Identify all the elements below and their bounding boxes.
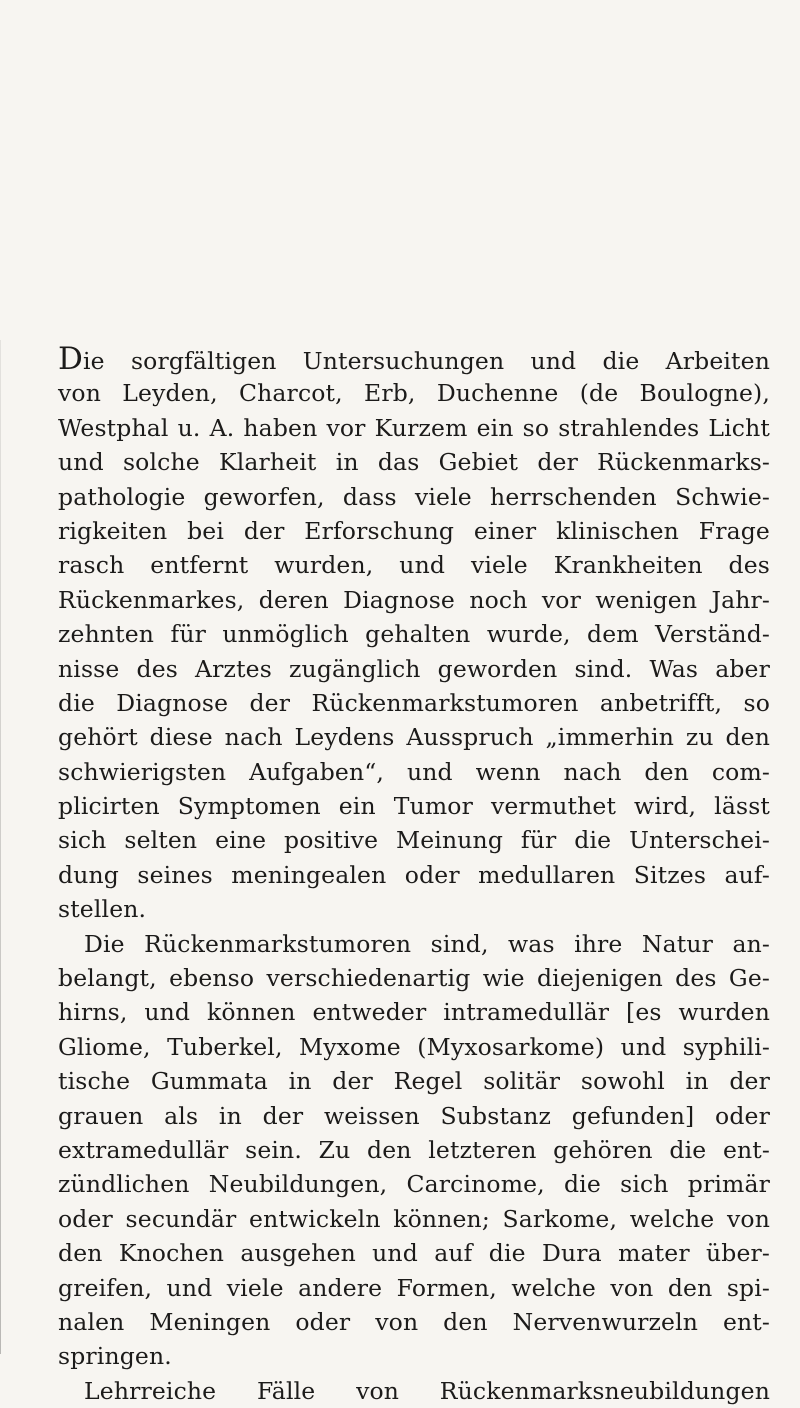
text-line-1: Die sorgfältigen Untersuchungen und die Arbeiten: [58, 341, 770, 377]
text-line-19: belangt, ebenso verschiedenartig wie diejenigen des Ge-: [58, 964, 770, 993]
text-line-22: tische Gummata in der Regel solitär sowohl in der: [58, 1067, 770, 1096]
text-line-2: von Leyden, Charcot, Erb, Duchenne (de Boulogne),: [58, 379, 770, 408]
text-line-9: zehnten für unmöglich gehalten wurde, dem Verständ-: [58, 620, 770, 649]
text-line-29: nalen Meningen oder von den Nervenwurzeln ent-: [58, 1307, 770, 1336]
text-line-15: sich selten eine positive Meinung für die Unterschei-: [58, 826, 770, 855]
text-line-5: pathologie geworfen, dass viele herrschenden Schwie-: [58, 482, 770, 511]
text-line-16: dung seines meningealen oder medullaren Sitzes auf-: [58, 860, 770, 889]
text-line-7: rasch entfernt wurden, und viele Krankheiten des: [58, 551, 770, 580]
text-line-26: oder secundär entwickeln können; Sarkome, welche von: [58, 1204, 770, 1233]
text-line-31: Lehrreiche Fälle von Rückenmarksneubildungen: [84, 1376, 770, 1405]
text-line-23: grauen als in der weissen Substanz gefunden] oder: [58, 1101, 770, 1130]
text-line-11: die Diagnose der Rückenmarkstumoren anbetrifft, so: [58, 688, 770, 717]
drop-cap: D: [58, 341, 84, 377]
text-line-25: zündlichen Neubildungen, Carcinome, die sich primär: [58, 1170, 770, 1199]
text-line-4: und solche Klarheit in das Gebiet der Rückenmarks-: [58, 448, 770, 477]
text-line-6: rigkeiten bei der Erforschung einer klinischen Frage: [58, 516, 770, 545]
text-line-3: Westphal u. A. haben vor Kurzem ein so strahlendes Licht: [58, 413, 770, 442]
text-line-17: stellen.: [58, 895, 147, 924]
text-line-18: Die Rückenmarkstumoren sind, was ihre Natur an-: [84, 929, 770, 958]
page-binding-edge: [0, 340, 1, 1354]
text-line-20: hirns, und können entweder intramedullär [es wurden: [58, 998, 770, 1027]
text-line-28: greifen, und viele andere Formen, welche von den spi-: [58, 1273, 770, 1302]
text-line-21: Gliome, Tuberkel, Myxome (Myxosarkome) und syphili-: [58, 1032, 770, 1061]
text-line-12: gehört diese nach Leydens Ausspruch „immerhin zu den: [58, 723, 770, 752]
text-line-14: plicirten Symptomen ein Tumor vermuthet wird, lässt: [58, 792, 770, 821]
body-text: [58, 342, 770, 1408]
text-line-8: Rückenmarkes, deren Diagnose noch vor wenigen Jahr-: [58, 585, 770, 614]
text-line-30: springen.: [58, 1342, 172, 1371]
text-line-10: nisse des Arztes zugänglich geworden sind. Was aber: [58, 654, 770, 683]
text-line-24: extramedullär sein. Zu den letzteren gehören die ent-: [58, 1135, 770, 1164]
text-line-27: den Knochen ausgehen und auf die Dura mater über-: [58, 1239, 770, 1268]
text-line-13: schwierigsten Aufgaben“, und wenn nach den com-: [58, 757, 770, 786]
